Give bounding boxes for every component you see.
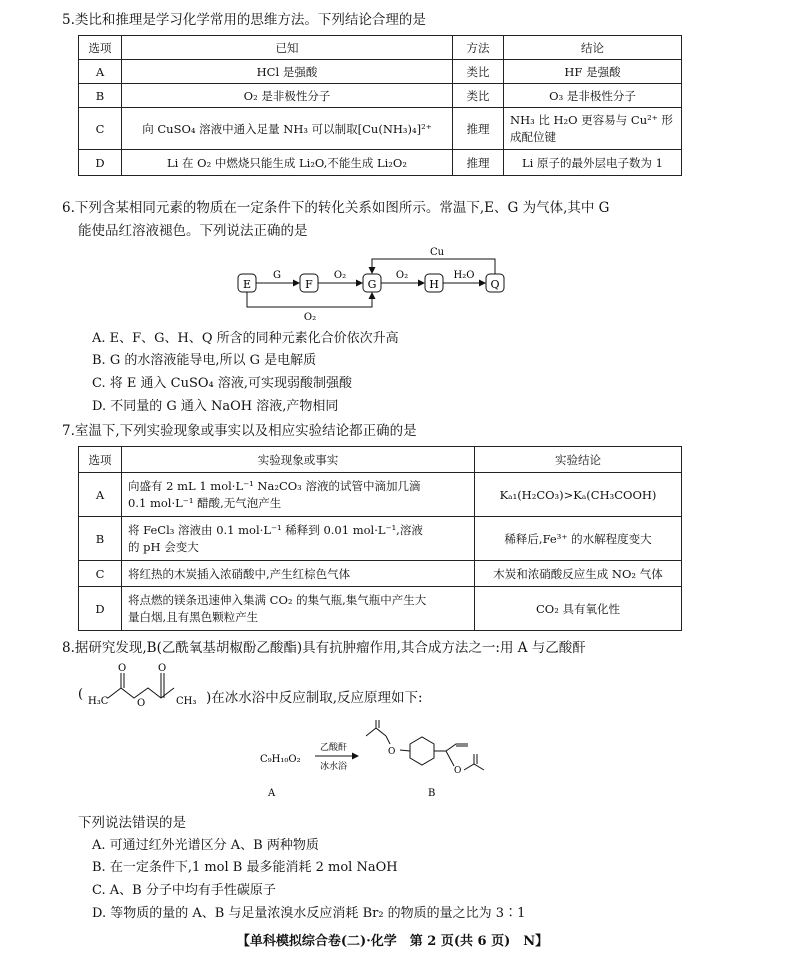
page-footer: 【单科模拟综合卷(二)·化学 第 2 页(共 6 页) N】: [236, 934, 549, 949]
reactant-formula: C₉H₁₀O₂: [260, 754, 301, 765]
q7-cell: 稀释后,Fe³⁺ 的水解程度变大: [475, 517, 682, 561]
q8-prompt: 下列说法错误的是: [78, 815, 186, 831]
q7-cell: 木炭和浓硝酸反应生成 NO₂ 气体: [475, 561, 682, 587]
q8-option-d: D. 等物质的量的 A、B 与足量浓溴水反应消耗 Br₂ 的物质的量之比为 3∶1: [92, 906, 526, 921]
q6-arrow-q-g-label: Cu: [429, 247, 445, 258]
q6-option-b: B. G 的水溶液能导电,所以 G 是电解质: [92, 353, 317, 368]
anhydride-o-bridge: O: [137, 698, 146, 709]
q6-option-d: D. 不同量的 G 通入 NaOH 溶液,产物相同: [92, 399, 339, 414]
q7-cell: Kₐ₁(H₂CO₃)>Kₐ(CH₃COOH): [475, 473, 682, 517]
anhydride-open-paren: (: [78, 687, 84, 702]
q6-option-c: C. 将 E 通入 CuSO₄ 溶液,可实现弱酸制强酸: [92, 376, 352, 391]
q7-header-conclusion: 实验结论: [475, 447, 682, 473]
q5-header-method: 方法: [453, 36, 504, 60]
q5-cell: D: [79, 150, 122, 176]
q5-cell: Li 在 O₂ 中燃烧只能生成 Li₂O,不能生成 Li₂O₂: [122, 150, 453, 176]
q5-cell: Li 原子的最外层电子数为 1: [504, 150, 682, 176]
q8-stem-line2: )在冰水浴中反应制取,反应原理如下:: [206, 690, 423, 706]
q5-cell: A: [79, 60, 122, 84]
q8-stem-line1: 8.据研究发现,B(乙酰氧基胡椒酚乙酸酯)具有抗肿瘤作用,其合成方法之一:用 A 与乙酸酐: [62, 640, 586, 656]
q6-node-h-label: H: [429, 278, 439, 291]
q6-node-g-label: G: [367, 278, 377, 291]
q6-node-f-label: F: [305, 278, 313, 291]
q7-cell: D: [79, 587, 122, 631]
q5-table: [78, 35, 682, 176]
q5-cell: HCl 是强酸: [122, 60, 453, 84]
anhydride-o-left: O: [118, 663, 127, 674]
q7-cell: B: [79, 517, 122, 561]
q5-cell: 类比: [453, 60, 504, 84]
q7-fact-line: 的 pH 会变大: [128, 539, 199, 554]
q8-option-c: C. A、B 分子中均有手性碳原子: [92, 883, 276, 898]
q6-option-a: A. E、F、G、H、Q 所含的同种元素化合价依次升高: [92, 331, 399, 346]
q5-header-conclusion: 结论: [504, 36, 682, 60]
q7-cell-fact: [122, 587, 475, 631]
q5-stem: 5.类比和推理是学习化学常用的思维方法。下列结论合理的是: [62, 12, 426, 28]
q8-reaction-scheme: [260, 720, 530, 800]
q8-option-a: A. 可通过红外光谱区分 A、B 两种物质: [92, 838, 319, 853]
q7-cell-fact: 将红热的木炭插入浓硝酸中,产生红棕色气体: [122, 561, 475, 587]
q7-header-fact: 实验现象或事实: [122, 447, 475, 473]
q7-fact-line: 将点燃的镁条迅速伸入集满 CO₂ 的集气瓶,集气瓶中产生大: [128, 592, 427, 607]
q7-cell-fact: [122, 473, 475, 517]
q6-stem-line2: 能使品红溶液褪色。下列说法正确的是: [78, 223, 308, 239]
q5-cell: 类比: [453, 84, 504, 108]
q6-arrow-q-g: [372, 259, 495, 274]
q6-node-q: [486, 274, 504, 292]
product-b-ester-o: O: [388, 747, 396, 757]
q5-header-known: 已知: [122, 36, 453, 60]
q6-arrow-e-f-label: G: [273, 270, 281, 281]
q5-cell: 推理: [453, 108, 504, 150]
q5-cell: B: [79, 84, 122, 108]
q5-cell: O₃ 是非极性分子: [504, 84, 682, 108]
q6-node-q-label: Q: [490, 278, 500, 291]
q8-option-b: B. 在一定条件下,1 mol B 最多能消耗 2 mol NaOH: [92, 860, 398, 875]
q6-node-e-label: E: [242, 278, 252, 291]
q7-cell-fact: [122, 517, 475, 561]
q6-node-h: [425, 274, 443, 292]
q6-conversion-diagram: [232, 244, 522, 324]
q7-fact-line: 向盛有 2 mL 1 mol·L⁻¹ Na₂CO₃ 溶液的试管中滴加几滴: [128, 478, 421, 493]
q6-arrow-e-g-label: O₂: [303, 312, 317, 323]
q6-arrow-e-g: [247, 292, 372, 307]
q5-cell: 向 CuSO₄ 溶液中通入足量 NH₃ 可以制取[Cu(NH₃)₄]²⁺: [122, 108, 453, 150]
q6-node-g: [363, 274, 381, 292]
acetic-anhydride-structure: [76, 660, 206, 710]
label-a: A: [268, 788, 276, 799]
q6-arrow-h-q-label: H₂O: [453, 270, 475, 281]
q6-node-f: [300, 274, 318, 292]
q7-table: [78, 446, 682, 631]
q7-stem: 7.室温下,下列实验现象或事实以及相应实验结论都正确的是: [62, 423, 417, 439]
q6-arrow-f-g-label: O₂: [333, 270, 347, 281]
q7-cell: C: [79, 561, 122, 587]
product-b-structure: [366, 720, 484, 770]
q7-fact-line: 量白烟,且有黑色颗粒产生: [128, 609, 259, 624]
anhydride-h3c: H₃C: [88, 696, 109, 707]
reagent-top: 乙酸酐: [320, 743, 348, 753]
q5-cell: 推理: [453, 150, 504, 176]
q6-node-e: [238, 274, 256, 292]
anhydride-ch3: CH₃: [176, 696, 197, 707]
q6-stem-line1: 6.下列含某相同元素的物质在一定条件下的转化关系如图所示。常温下,E、G 为气体,其中 G: [62, 200, 610, 216]
q5-header-option: 选项: [79, 36, 122, 60]
q6-arrow-g-h-label: O₂: [395, 270, 409, 281]
q7-header-option: 选项: [79, 447, 122, 473]
reagent-bottom: 冰水浴: [320, 762, 348, 772]
q7-fact-line: 0.1 mol·L⁻¹ 醋酸,无气泡产生: [128, 495, 282, 510]
label-b: B: [428, 788, 436, 799]
q5-cell: HF 是强酸: [504, 60, 682, 84]
q5-cell: NH₃ 比 H₂O 更容易与 Cu²⁺ 形成配位键: [504, 108, 682, 150]
anhydride-o-right: O: [158, 663, 167, 674]
q7-cell: A: [79, 473, 122, 517]
q5-cell: C: [79, 108, 122, 150]
q5-cell: O₂ 是非极性分子: [122, 84, 453, 108]
product-b-side-o: O: [454, 766, 462, 776]
q7-fact-line: 将 FeCl₃ 溶液由 0.1 mol·L⁻¹ 稀释到 0.01 mol·L⁻¹,溶液: [128, 522, 423, 537]
q7-cell: CO₂ 具有氧化性: [475, 587, 682, 631]
